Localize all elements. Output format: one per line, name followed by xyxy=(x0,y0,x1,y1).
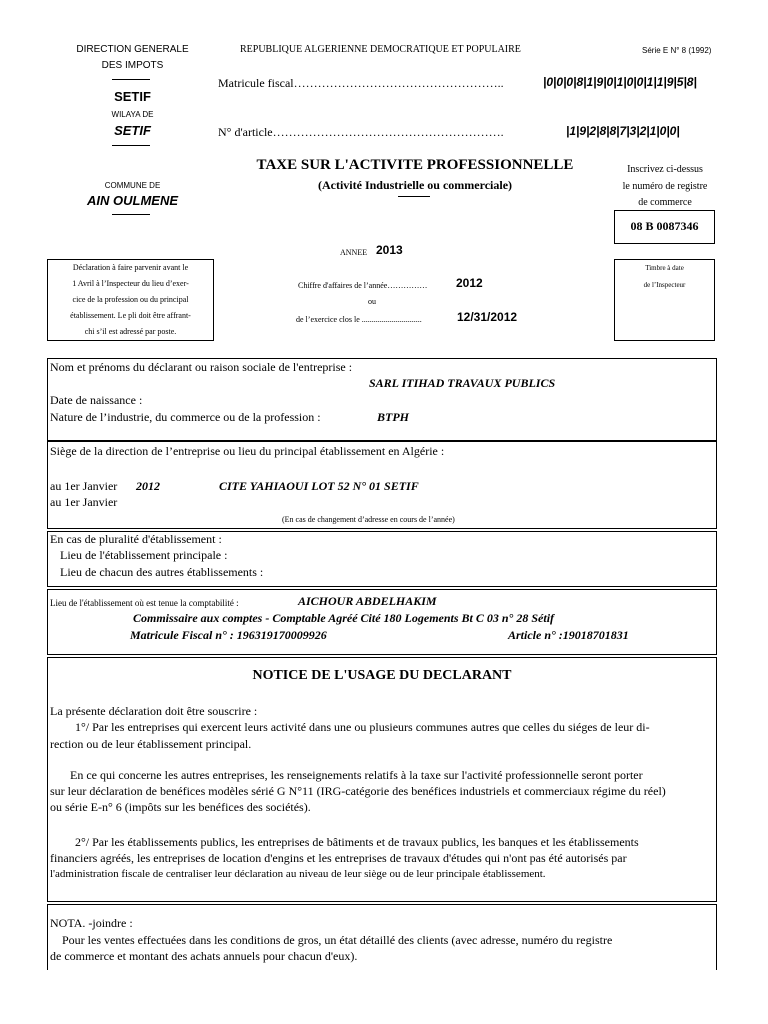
register-hint-3: de commerce xyxy=(638,197,692,208)
nota-right-border xyxy=(716,904,717,970)
notice-paragraph: 1°/ Par les entreprises qui exercent leurs activité dans une ou plusieurs communes autres que celles du siéges de leur di- xyxy=(75,720,650,734)
activity-nature-label: Nature de l’industrie, du commerce ou de la profession : xyxy=(50,410,321,424)
register-hint-1: Inscrivez ci-dessus xyxy=(627,164,703,175)
notice-title: NOTICE DE L'USAGE DU DECLARANT xyxy=(252,668,512,683)
matricule-value: |0|0|0|8|1|9|0|1|0|0|1|1|9|5|8| xyxy=(543,75,697,89)
divider xyxy=(112,145,150,146)
nota-line: Pour les ventes effectuées dans les conditions de gros, un état détaillé des clients (avec adresse, numéro du registre xyxy=(62,933,613,947)
deadline-line: 1 Avril à l’Inspecteur du lieu d’exer- xyxy=(72,279,189,288)
turnover-year: 2012 xyxy=(456,276,483,290)
nota-line: de commerce et montant des achats annuels pour chacun d'eux). xyxy=(50,949,358,963)
wilaya-value: SETIF xyxy=(114,123,151,138)
nota-label: NOTA. -joindre : xyxy=(50,916,133,930)
republic-title: REPUBLIQUE ALGERIENNE DEMOCRATIQUE ET POPULAIRE xyxy=(240,44,521,55)
january-label-1: au 1er Janvier xyxy=(50,479,118,493)
form-subtitle: (Activité Industrielle ou commerciale) xyxy=(317,178,513,192)
address-change-note: (En cas de changement d’adresse en cours de l’année) xyxy=(282,515,455,524)
register-number: 08 B 0087346 xyxy=(630,219,699,233)
register-hint-2: le numéro de registre xyxy=(622,181,708,192)
or-text: ou xyxy=(368,297,376,306)
divider xyxy=(398,196,430,197)
declarant-name-value: SARL ITIHAD TRAVAUX PUBLICS xyxy=(369,376,556,390)
nota-left-border xyxy=(47,904,48,970)
activity-nature-value: BTPH xyxy=(377,410,409,424)
main-establishment-label: Lieu de l'établissement principale : xyxy=(60,548,228,562)
january-label-2: au 1er Janvier xyxy=(50,495,118,509)
stamp-label-1: Timbre à date xyxy=(645,264,684,272)
direction-line-1: DIRECTION GENERALE xyxy=(76,44,189,55)
notice-paragraph: La présente déclaration doit être souscrire : xyxy=(50,704,258,718)
other-establishments-label: Lieu de chacun des autres établissements : xyxy=(60,565,264,579)
fiscal-year-end: 12/31/2012 xyxy=(457,310,518,324)
birth-date-label: Date de naissance : xyxy=(50,393,143,407)
turnover-label: Chiffre d'affaires de l’année…………… xyxy=(298,281,428,290)
notice-paragraph: 2°/ Par les établissements publics, les entreprises de bâtiments et de travaux publics, les banques et les établissements xyxy=(75,835,639,849)
commune-label: COMMUNE DE xyxy=(104,181,161,190)
accounting-location-label: Lieu de l'établissement où est tenue la comptabilité : xyxy=(50,598,239,608)
deadline-line: établissement. Le pli doit être affrant- xyxy=(70,311,191,320)
notice-paragraph: rection ou de leur établissement principal. xyxy=(50,737,252,751)
deadline-line: cice de la profession ou du principal xyxy=(72,295,189,304)
notice-paragraph: financiers agréés, les entreprises de location d'engins et les entreprises de travaux d'études qui n'ont pas été autorisés par xyxy=(50,851,627,865)
form-title: TAXE SUR L'ACTIVITE PROFESSIONNELLE xyxy=(256,157,574,173)
deadline-line: Déclaration à faire parvenir avant le xyxy=(72,263,189,272)
article-value: |1|9|2|8|8|7|3|2|1|0|0| xyxy=(566,124,680,138)
nota-top-border xyxy=(47,904,717,905)
serie-number: Série E N° 8 (1992) xyxy=(642,46,712,55)
notice-paragraph: l'administration fiscale de centraliser leur déclaration au niveau de leur siège ou de leur principale établissement. xyxy=(50,868,546,880)
accountant-tax-id: Matricule Fiscal n° : 196319170009926 xyxy=(130,628,327,642)
year-value: 2013 xyxy=(376,243,403,257)
commune-value: AIN OULMENE xyxy=(87,193,178,208)
accountant-article-number: Article n° :19018701831 xyxy=(508,628,629,642)
divider xyxy=(112,79,150,80)
article-label: N° d'article…………………………………………………. xyxy=(218,125,504,139)
headquarters-label: Siège de la direction de l’entreprise ou lieu du principal établissement en Algérie : xyxy=(50,444,445,458)
year-label: ANNEE xyxy=(340,248,368,257)
declarant-name-label: Nom et prénoms du déclarant ou raison sociale de l'entreprise : xyxy=(50,360,353,374)
direction-line-2: DES IMPOTS xyxy=(101,60,164,71)
notice-paragraph: ou série E-n° 6 (impôts sur les benéfices des sociétés). xyxy=(50,800,311,814)
notice-paragraph: sur leur déclaration de benéfices modèles sérié G N°11 (IRG-catégorie des benéfices industriels et commerciaux régime du réel) xyxy=(50,784,666,798)
city-name: SETIF xyxy=(114,89,151,104)
plural-label: En cas de pluralité d'établissement : xyxy=(50,532,222,546)
divider xyxy=(112,214,150,215)
notice-paragraph: En ce qui concerne les autres entreprises, les renseignements relatifs à la taxe sur l'activité professionnelle seront porter xyxy=(70,768,643,782)
headquarters-address: CITE YAHIAOUI LOT 52 N° 01 SETIF xyxy=(219,479,419,493)
fiscal-year-label: de l’exercice clos le .............................. xyxy=(296,315,422,324)
wilaya-label: WILAYA DE xyxy=(111,110,154,119)
matricule-label: Matricule fiscal…………………………………………….. xyxy=(218,76,504,90)
accountant-name: AICHOUR ABDELHAKIM xyxy=(298,594,437,608)
deadline-line: chi s’il est adressé par poste. xyxy=(84,327,177,336)
january-year: 2012 xyxy=(136,479,160,493)
stamp-label-2: de l’Inspecteur xyxy=(643,281,686,289)
accountant-description: Commissaire aux comptes - Comptable Agréé Cité 180 Logements Bt C 03 n° 28 Sétif xyxy=(133,611,555,625)
